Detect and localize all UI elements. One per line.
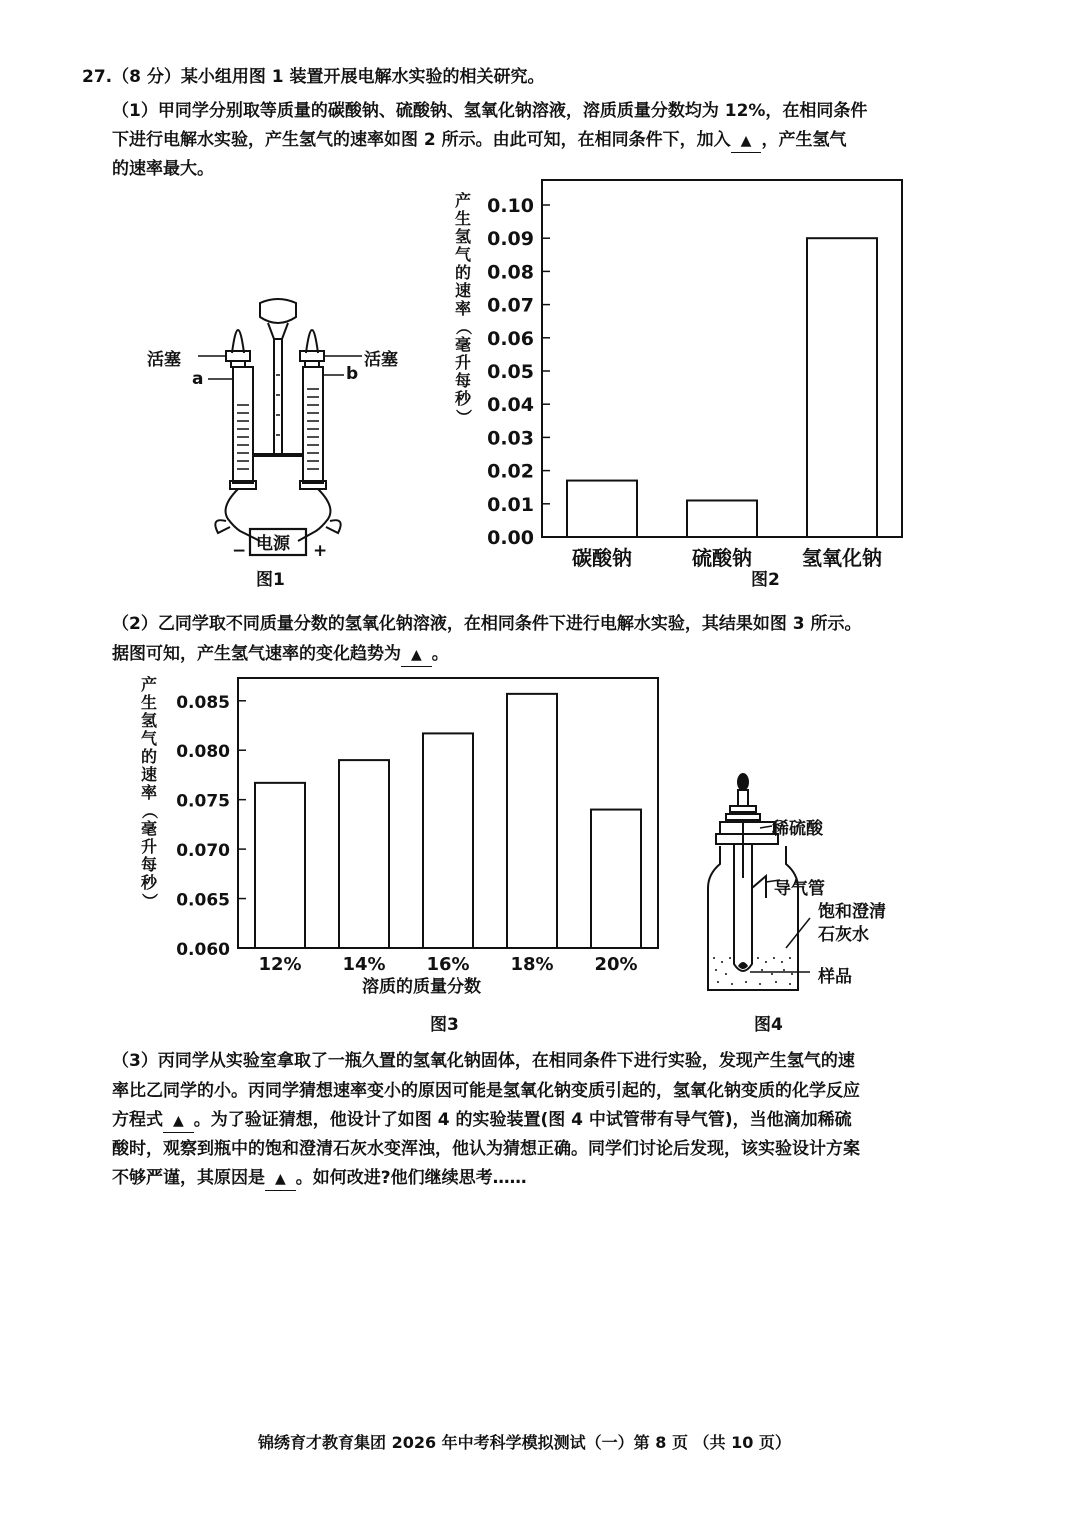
figure3-x-axis-label: 溶质的质量分数 — [362, 977, 481, 997]
x-category-label: 12% — [258, 954, 302, 975]
fig4-acid-label: 稀硫酸 — [772, 819, 823, 839]
figure1-caption: 图1 — [256, 570, 285, 590]
y-tick-label: 0.01 — [487, 493, 534, 516]
y-axis-label-char: 秒 — [140, 873, 157, 892]
y-axis-label-char: 气 — [140, 729, 157, 748]
y-axis-label-char: （ — [454, 318, 473, 335]
x-category-label: 碳酸钠 — [572, 546, 632, 570]
y-axis-label-char: 的 — [454, 263, 471, 282]
y-tick-label: 0.070 — [176, 841, 230, 862]
y-axis-label-char: 气 — [454, 245, 471, 264]
part3-line3-text-a: 方程式 — [112, 1110, 163, 1130]
figure1-apparatus — [140, 295, 420, 565]
y-tick-label: 0.085 — [176, 692, 230, 713]
fig4-limewater-label-2: 石灰水 — [818, 925, 869, 945]
x-category-label: 20% — [594, 954, 638, 975]
blank-triangle: ▲ — [411, 647, 422, 663]
y-axis-label-char: 速 — [454, 281, 471, 300]
part2-line2 — [112, 639, 449, 669]
part3-line5 — [112, 1163, 527, 1193]
bar — [423, 733, 473, 948]
bar — [339, 760, 389, 948]
fig1-tube-b-label: b — [346, 364, 359, 384]
x-category-label: 14% — [342, 954, 386, 975]
bar — [507, 694, 557, 948]
y-tick-label: 0.02 — [487, 460, 534, 483]
part2-line1: （2）乙同学取不同质量分数的氢氧化钠溶液，在相同条件下进行电解水实验，其结果如图 3 所示。 — [112, 614, 862, 634]
y-tick-label: 0.09 — [487, 228, 534, 251]
y-axis-label-char: 秒 — [454, 389, 471, 408]
y-tick-label: 0.065 — [176, 890, 230, 911]
bar — [591, 810, 641, 948]
answer-blank-3[interactable] — [163, 1109, 194, 1133]
page-footer: 锦绣育才教育集团 2026 年中考科学模拟测试（一）第 8 页 （共 10 页） — [258, 1433, 791, 1452]
fig1-stopcock-left-label: 活塞 — [147, 350, 181, 370]
part1-line3: 的速率最大。 — [112, 159, 214, 179]
bar — [807, 238, 877, 537]
answer-blank-1[interactable] — [731, 129, 762, 153]
y-axis-label-char: 每 — [140, 855, 157, 874]
figure3-caption: 图3 — [430, 1015, 459, 1035]
bar — [687, 500, 757, 537]
y-tick-label: 0.080 — [176, 742, 230, 763]
part3-line3 — [112, 1105, 852, 1135]
y-axis-label-char: 氢 — [140, 711, 157, 730]
part1-line2-text-b: ，产生氢气 — [761, 130, 847, 150]
part1-line2 — [112, 125, 846, 155]
x-category-label: 18% — [510, 954, 554, 975]
part3-line5-text-b: 。如何改进?他们继续思考…… — [295, 1168, 527, 1188]
y-axis-label-char: 氢 — [454, 227, 471, 246]
y-axis-label-char: 生 — [140, 693, 157, 712]
bar — [255, 783, 305, 948]
y-tick-label: 0.08 — [487, 261, 534, 284]
y-axis-label-char: ） — [454, 408, 473, 425]
y-axis-label-char: 生 — [454, 209, 471, 228]
y-axis-label-char: 毫 — [140, 819, 157, 838]
y-tick-label: 0.10 — [487, 195, 534, 217]
y-axis-label-char: 速 — [140, 765, 157, 784]
x-category-label: 氢氧化钠 — [802, 546, 882, 570]
part3-line5-text-a: 不够严谨，其原因是 — [112, 1168, 265, 1188]
fig1-minus-label: − — [232, 541, 247, 561]
figure4-caption: 图4 — [754, 1015, 783, 1035]
y-tick-label: 0.05 — [487, 361, 534, 383]
x-category-label: 16% — [426, 954, 470, 975]
blank-triangle: ▲ — [275, 1171, 286, 1187]
fig4-limewater-label-1: 饱和澄清 — [818, 902, 886, 922]
y-axis-label-char: 产 — [454, 191, 471, 210]
fig1-plus-label: + — [313, 541, 328, 561]
blank-triangle: ▲ — [173, 1113, 184, 1129]
blank-triangle: ▲ — [740, 133, 752, 149]
y-tick-label: 0.06 — [487, 327, 534, 350]
y-tick-label: 0.075 — [176, 791, 230, 812]
y-axis-label-char: 的 — [140, 747, 157, 766]
y-tick-label: 0.03 — [487, 427, 534, 450]
bar — [567, 481, 637, 537]
part3-line4: 酸时，观察到瓶中的饱和澄清石灰水变浑浊，他认为猜想正确。同学们讨论后发现，该实验设计方案 — [112, 1139, 860, 1159]
fig1-tube-a-label: a — [192, 369, 204, 389]
answer-blank-4[interactable] — [265, 1167, 296, 1191]
part2-line2-text-a: 据图可知，产生氢气速率的变化趋势为 — [112, 644, 401, 664]
y-tick-label: 0.060 — [176, 940, 230, 960]
y-tick-label: 0.04 — [487, 394, 534, 417]
x-category-label: 硫酸钠 — [692, 546, 752, 570]
y-tick-label: 0.00 — [487, 527, 534, 549]
fig4-sample-label: 样品 — [818, 967, 852, 987]
y-axis-label-char: ） — [140, 892, 159, 909]
y-axis-label-char: （ — [140, 802, 159, 819]
fig4-tube-label: 导气管 — [774, 879, 825, 899]
y-axis-label-char: 毫 — [454, 335, 471, 354]
question-heading: 27.（8 分）某小组用图 1 装置开展电解水实验的相关研究。 — [82, 67, 545, 87]
answer-blank-2[interactable] — [401, 643, 432, 667]
part1-line1: （1）甲同学分别取等质量的碳酸钠、硫酸钠、氢氧化钠溶液，溶质质量分数均为 12%，在相同条件 — [112, 101, 868, 121]
fig1-stopcock-right-label: 活塞 — [364, 350, 398, 370]
y-axis-label-char: 率 — [454, 299, 471, 318]
part1-line2-text-a: 下进行电解水实验，产生氢气的速率如图 2 所示。由此可知，在相同条件下，加入 — [112, 130, 731, 150]
part2-line2-text-b: 。 — [431, 644, 449, 664]
y-axis-label-char: 产 — [140, 675, 157, 694]
y-tick-label: 0.07 — [487, 294, 534, 317]
figure3-bar-chart — [160, 670, 680, 1000]
y-axis-label-char: 升 — [140, 837, 157, 856]
figure3-y-axis-label — [138, 676, 160, 910]
y-axis-label-char: 每 — [454, 371, 471, 390]
part3-line3-text-b: 。为了验证猜想，他设计了如图 4 的实验装置(图 4 中试管带有导气管)，当他滴加稀硫 — [193, 1110, 852, 1130]
fig1-power-label: 电源 — [256, 534, 290, 554]
y-axis-label-char: 率 — [140, 783, 157, 802]
part3-line2: 率比乙同学的小。丙同学猜想速率变小的原因可能是氢氧化钠变质引起的，氢氧化钠变质的化学反应 — [112, 1081, 860, 1101]
y-axis-label-char: 升 — [454, 353, 471, 372]
part3-line1: （3）丙同学从实验室拿取了一瓶久置的氢氧化钠固体，在相同条件下进行实验，发现产生氢气的速 — [112, 1051, 855, 1071]
figure2-bar-chart — [470, 175, 900, 575]
figure2-caption: 图2 — [751, 570, 780, 590]
